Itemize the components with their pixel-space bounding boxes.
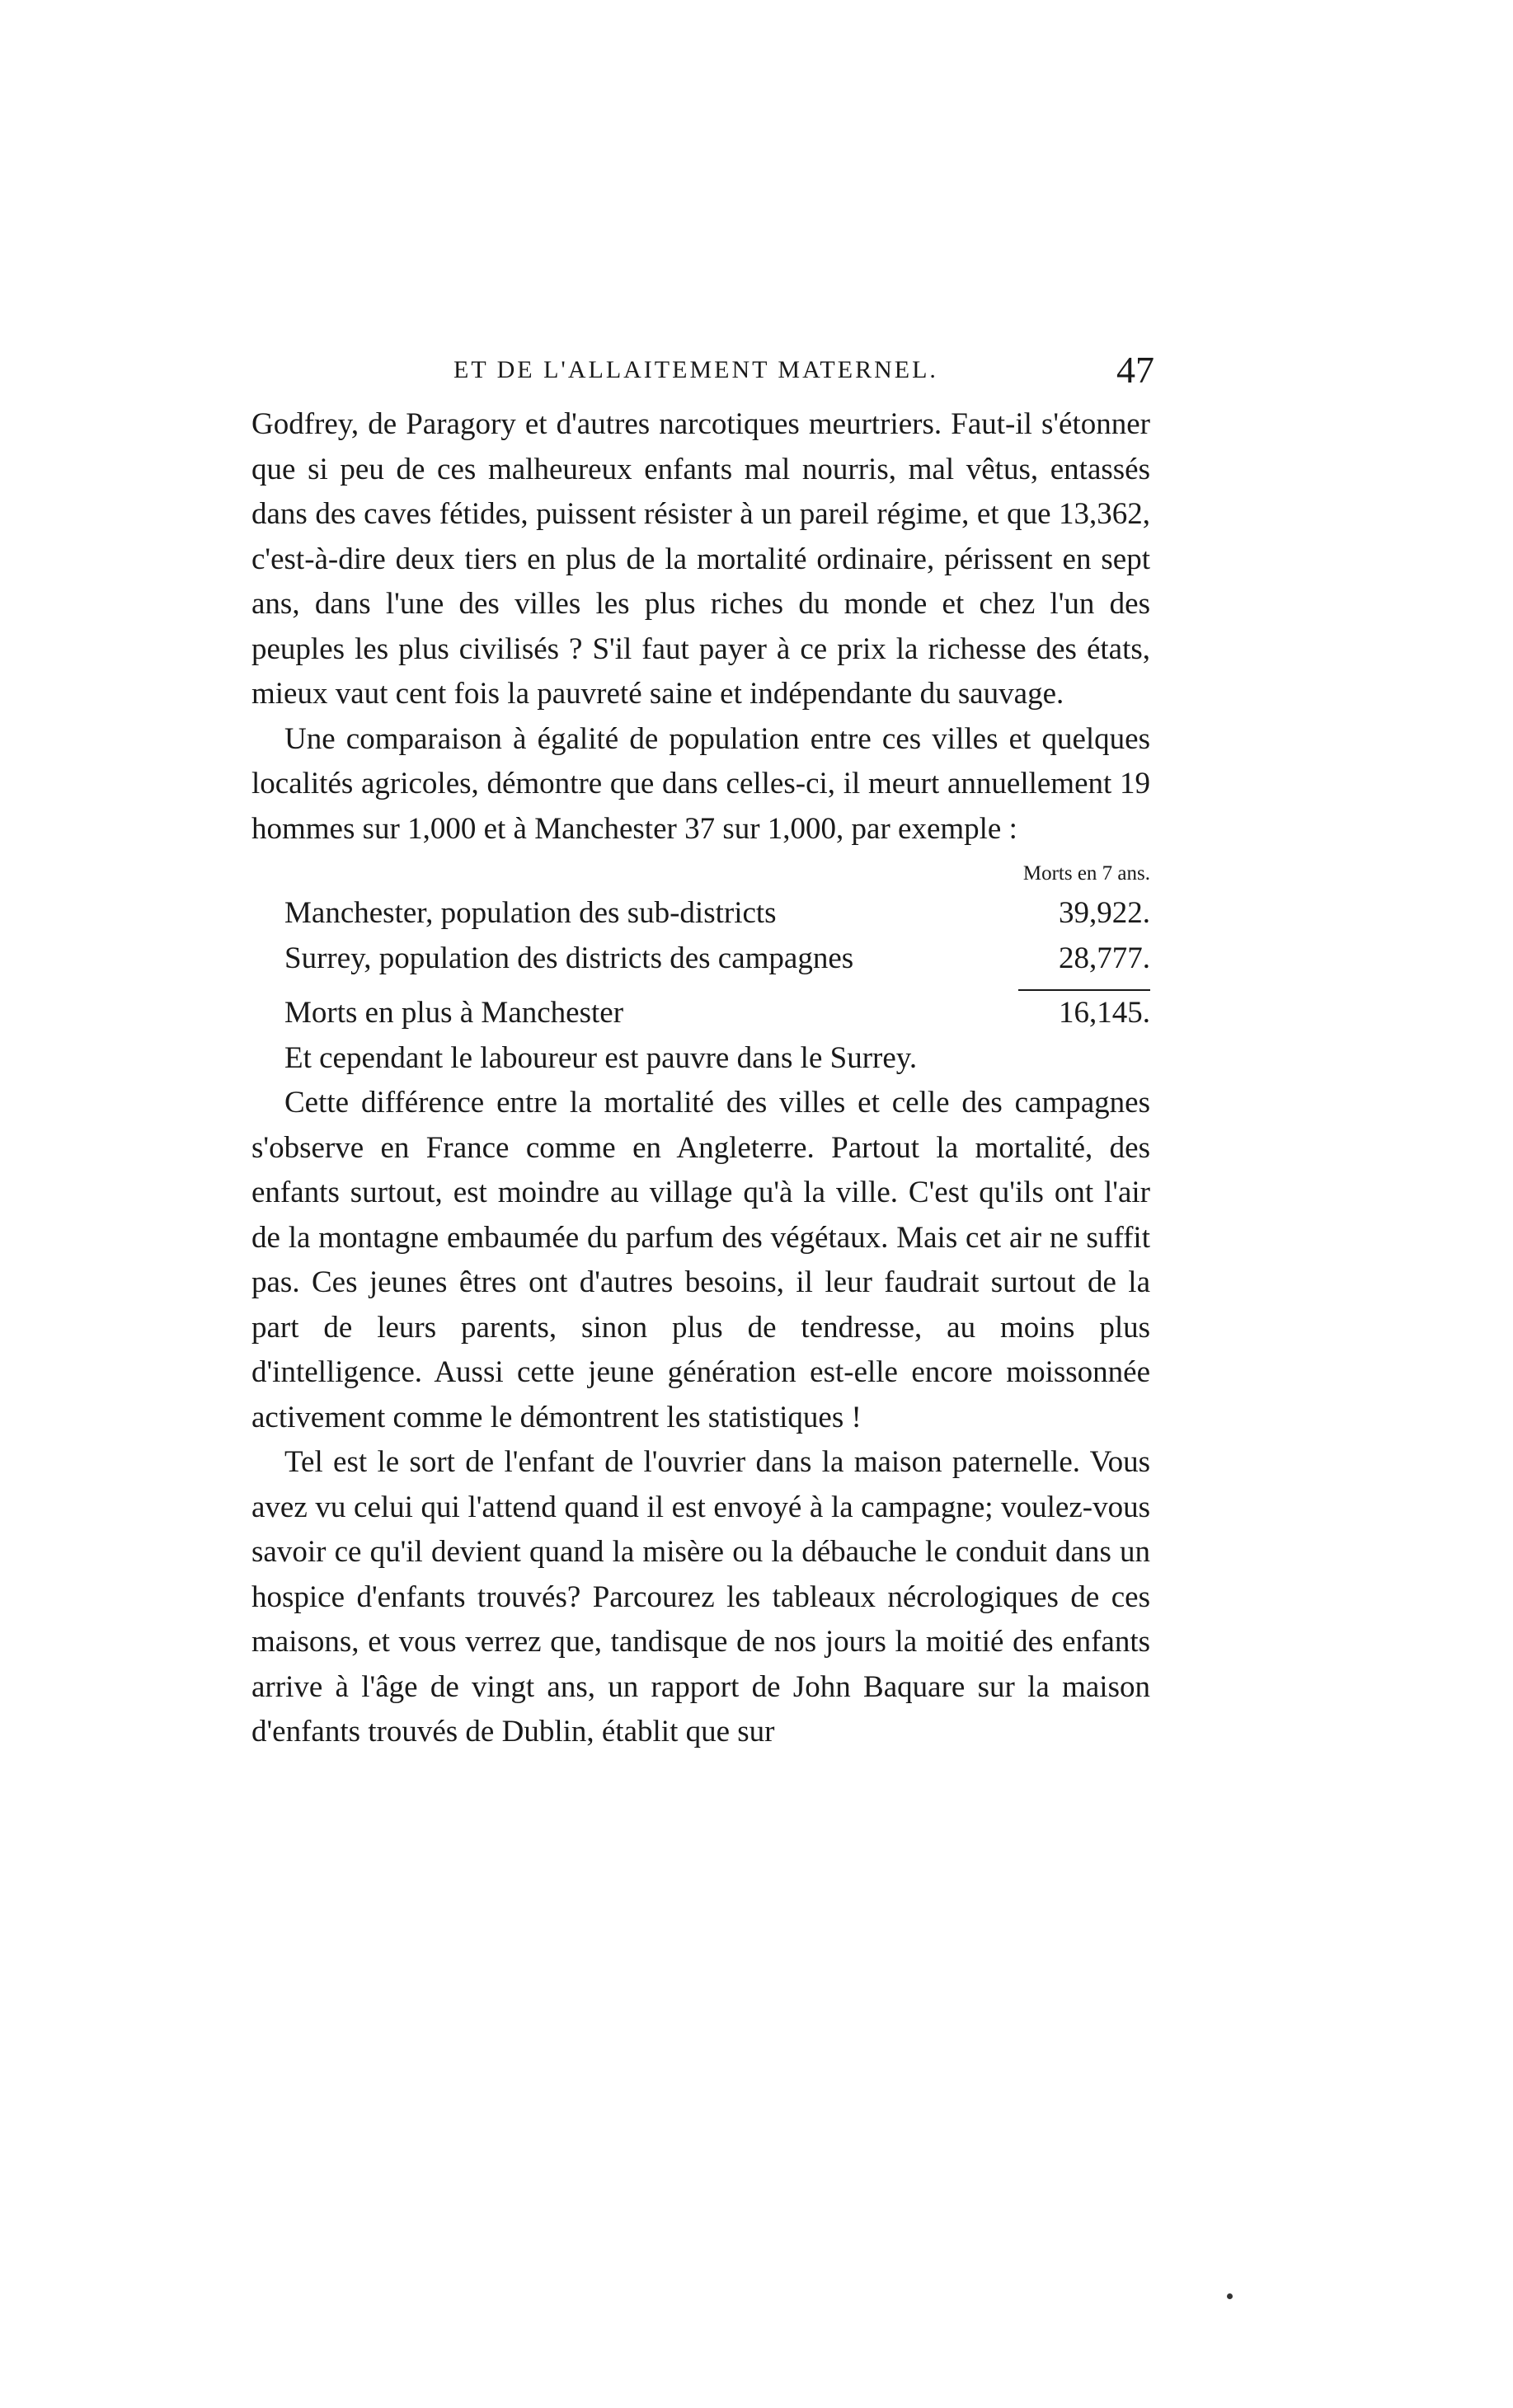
row-value: 28,777. bbox=[1059, 941, 1150, 975]
row-value: 39,922. bbox=[1059, 896, 1150, 930]
after-table-line: Et cependant le laboureur est pauvre dans le Surrey. bbox=[284, 1040, 918, 1075]
total-value: 16,145. bbox=[1018, 989, 1150, 1036]
running-title: ET DE L'ALLAITEMENT MATERNEL. bbox=[453, 356, 938, 383]
mortality-table bbox=[251, 857, 1150, 1036]
total-label: Morts en plus à Manchester bbox=[284, 996, 624, 1030]
row-label: Surrey, population des districts des campagnes bbox=[284, 941, 854, 975]
table-column-header: Morts en 7 ans. bbox=[1022, 862, 1150, 885]
table-total-row bbox=[251, 989, 1150, 1036]
paragraph: Cette différence entre la mortalité des villes et celle des campagnes s'observe en France comme en Angleterre. Partout la mortalité, des enfants surtout, est moindre au village qu'à la ville. C'est qu'ils ont l'air de la montagne embaumée du parfum des végétaux. Mais cet air ne suffit pas. Ces jeunes êtres ont d'autres besoins, il leur faudrait surtout de la part de leurs parents, sinon plus de tendresse, au moins plus d'intelligence. Aussi cette jeune génération est-elle encore moissonnée activement comme le démontrent les statistiques ! bbox=[251, 1086, 1150, 1434]
page-number: 47 bbox=[1116, 349, 1154, 391]
table-row bbox=[251, 891, 1150, 936]
paragraph: Godfrey, de Paragory et d'autres narcotiques meurtriers. Faut-il s'étonner que si peu de ces malheureux enfants mal nourris, mal vêtus, entassés dans des caves fétides, puissent résister à un pareil régime, et que 13,362, c'est-à-dire deux tiers en plus de la mortalité ordinaire, périssent en sept ans, dans l'une des villes les plus riches du monde et chez l'un des peuples les plus civilisés ? S'il faut payer à ce prix la richesse des états, mieux vaut cent fois la pauvreté saine et indépendante du sauvage. bbox=[251, 407, 1150, 711]
body-text bbox=[251, 402, 1150, 1755]
scan-speck bbox=[1227, 2293, 1233, 2299]
page-header bbox=[256, 348, 1154, 397]
paragraph: Une comparaison à égalité de population entre ces villes et quelques localités agricoles, démontre que dans celles-ci, il meurt annuellement 19 hommes sur 1,000 et à Manchester 37 sur 1,000, par exemple : bbox=[251, 721, 1150, 846]
paragraph: Tel est le sort de l'enfant de l'ouvrier dans la maison paternelle. Vous avez vu celui qui l'attend quand il est envoyé à la campagne; voulez-vous savoir ce qu'il devient quand la misère ou la débauche le conduit dans un hospice d'enfants trouvés? Parcourez les tableaux nécrologiques de ces maisons, et vous verrez que, tandisque de nos jours la moitié des enfants arrive à l'âge de vingt ans, un rapport de John Baquare sur la maison d'enfants trouvés de Dublin, établit que sur bbox=[251, 1445, 1150, 1748]
table-row bbox=[251, 936, 1150, 982]
row-label: Manchester, population des sub-districts bbox=[284, 896, 777, 930]
